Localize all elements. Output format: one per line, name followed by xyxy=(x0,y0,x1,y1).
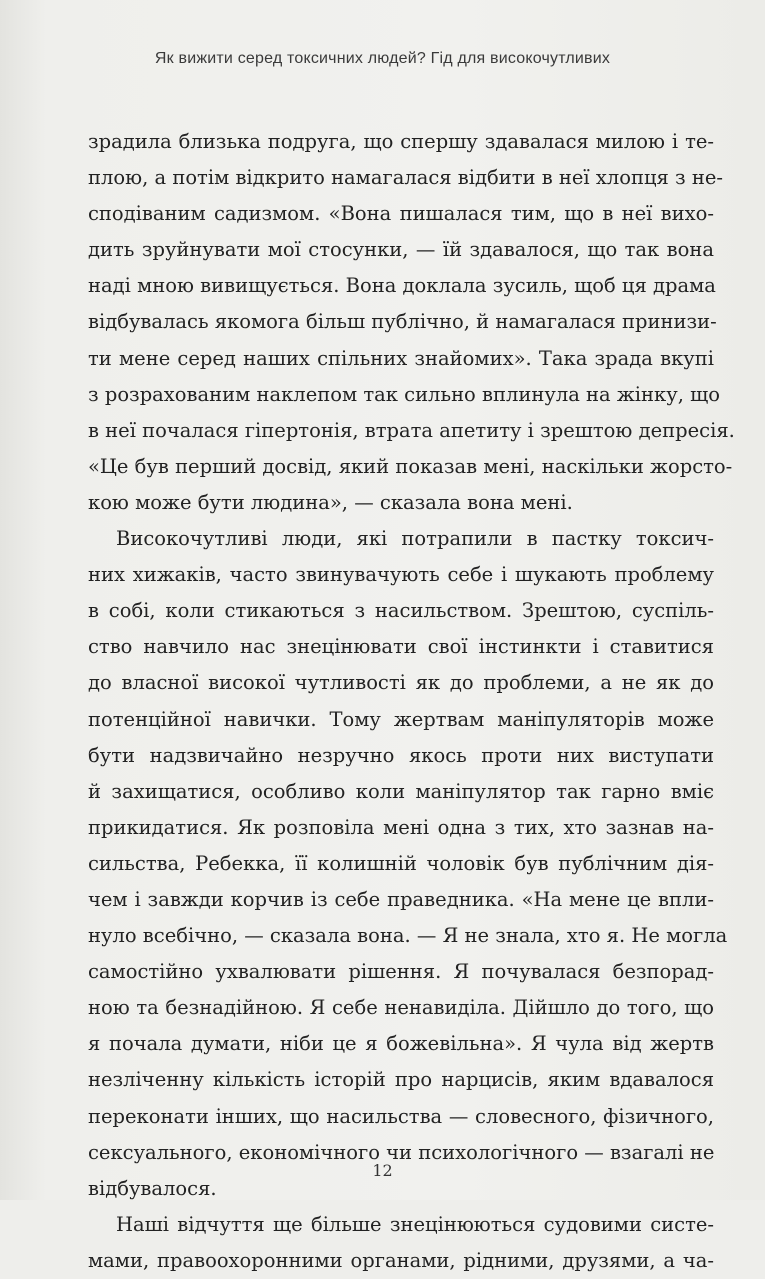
text-line: до власної високої чутливості як до проблеми, а не як до xyxy=(88,671,714,695)
text-line: нуло всебічно, — сказала вона. — Я не знала, хто я. Не могла xyxy=(88,924,728,948)
text-line: сподіваним садизмом. «Вона пишалася тим, що в неї вихо- xyxy=(88,202,714,226)
text-line: прикидатися. Як розповіла мені одна з тих, хто зазнав на- xyxy=(88,815,714,839)
text-line: незліченну кількість історій про нарцисів, яким вдавалося xyxy=(88,1068,714,1092)
text-line: відбувалося. xyxy=(88,1176,217,1200)
text-line: й захищатися, особливо коли маніпулятор так гарно вміє xyxy=(88,779,714,803)
text-line: сильства, Ребекка, її колишній чоловік був публічним дія- xyxy=(88,851,714,875)
text-line: Високочутливі люди, які потрапили в пастку токсич- xyxy=(116,527,714,551)
text-line: плою, а потім відкрито намагалася відбити в неї хлопця з не- xyxy=(88,166,723,190)
text-line: них хижаків, часто звинувачують себе і шукають проблему xyxy=(88,563,714,587)
text-line: сексуального, економічного чи психологічного — взагалі не xyxy=(88,1140,715,1164)
text-line: в собі, коли стикаються з насильством. Зрештою, суспіль- xyxy=(88,599,714,623)
text-line: самостійно ухвалювати рішення. Я почувалася безпорад- xyxy=(88,960,714,984)
text-line: мами, правоохоронними органами, рідними, друзями, а ча- xyxy=(88,1248,714,1272)
text-line: кою може бути людина», — сказала вона мені. xyxy=(88,490,573,514)
text-line: чем і завжди корчив із себе праведника. «На мене це впли- xyxy=(88,887,714,911)
text-line: ною та безнадійною. Я себе ненавиділа. Дійшло до того, що xyxy=(88,996,714,1020)
running-head: Як вижити серед токсичних людей? Гід для високочутливих xyxy=(154,50,611,67)
text-line: Наші відчуття ще більше знецінюються судовими систе- xyxy=(116,1212,714,1236)
text-line: з розрахованим наклепом так сильно вплинула на жінку, що xyxy=(88,382,720,406)
text-line: зрадила близька подруга, що спершу здавалася милою і те- xyxy=(88,130,714,153)
text-line: ти мене серед наших спільних знайомих». Така зрада вкупі xyxy=(88,346,714,370)
text-line: в неї почалася гіпертонія, втрата апетиту і зрештою депресія. xyxy=(88,418,735,442)
text-line: ство навчило нас знецінювати свої інстинкти і ставитися xyxy=(88,635,714,659)
page-number: 12 xyxy=(372,1161,393,1180)
text-line: бути надзвичайно незручно якось проти них виступати xyxy=(88,743,714,767)
text-line: наді мною вивищується. Вона доклала зусиль, щоб ця драма xyxy=(88,274,716,298)
text-line: я почала думати, ніби це я божевільна». Я чула від жертв xyxy=(88,1032,714,1056)
text-line: дить зруйнувати мої стосунки, — їй здавалося, що так вона xyxy=(88,238,714,262)
text-line: потенційної навички. Тому жертвам маніпуляторів може xyxy=(88,707,714,731)
text-line: відбувалась якомога більш публічно, й намагалася принизи- xyxy=(88,310,717,334)
text-line: переконати інших, що насильства — словесного, фізичного, xyxy=(88,1104,714,1128)
text-line: «Це був перший досвід, який показав мені, наскільки жорсто- xyxy=(88,454,733,478)
body-text xyxy=(88,124,735,1279)
